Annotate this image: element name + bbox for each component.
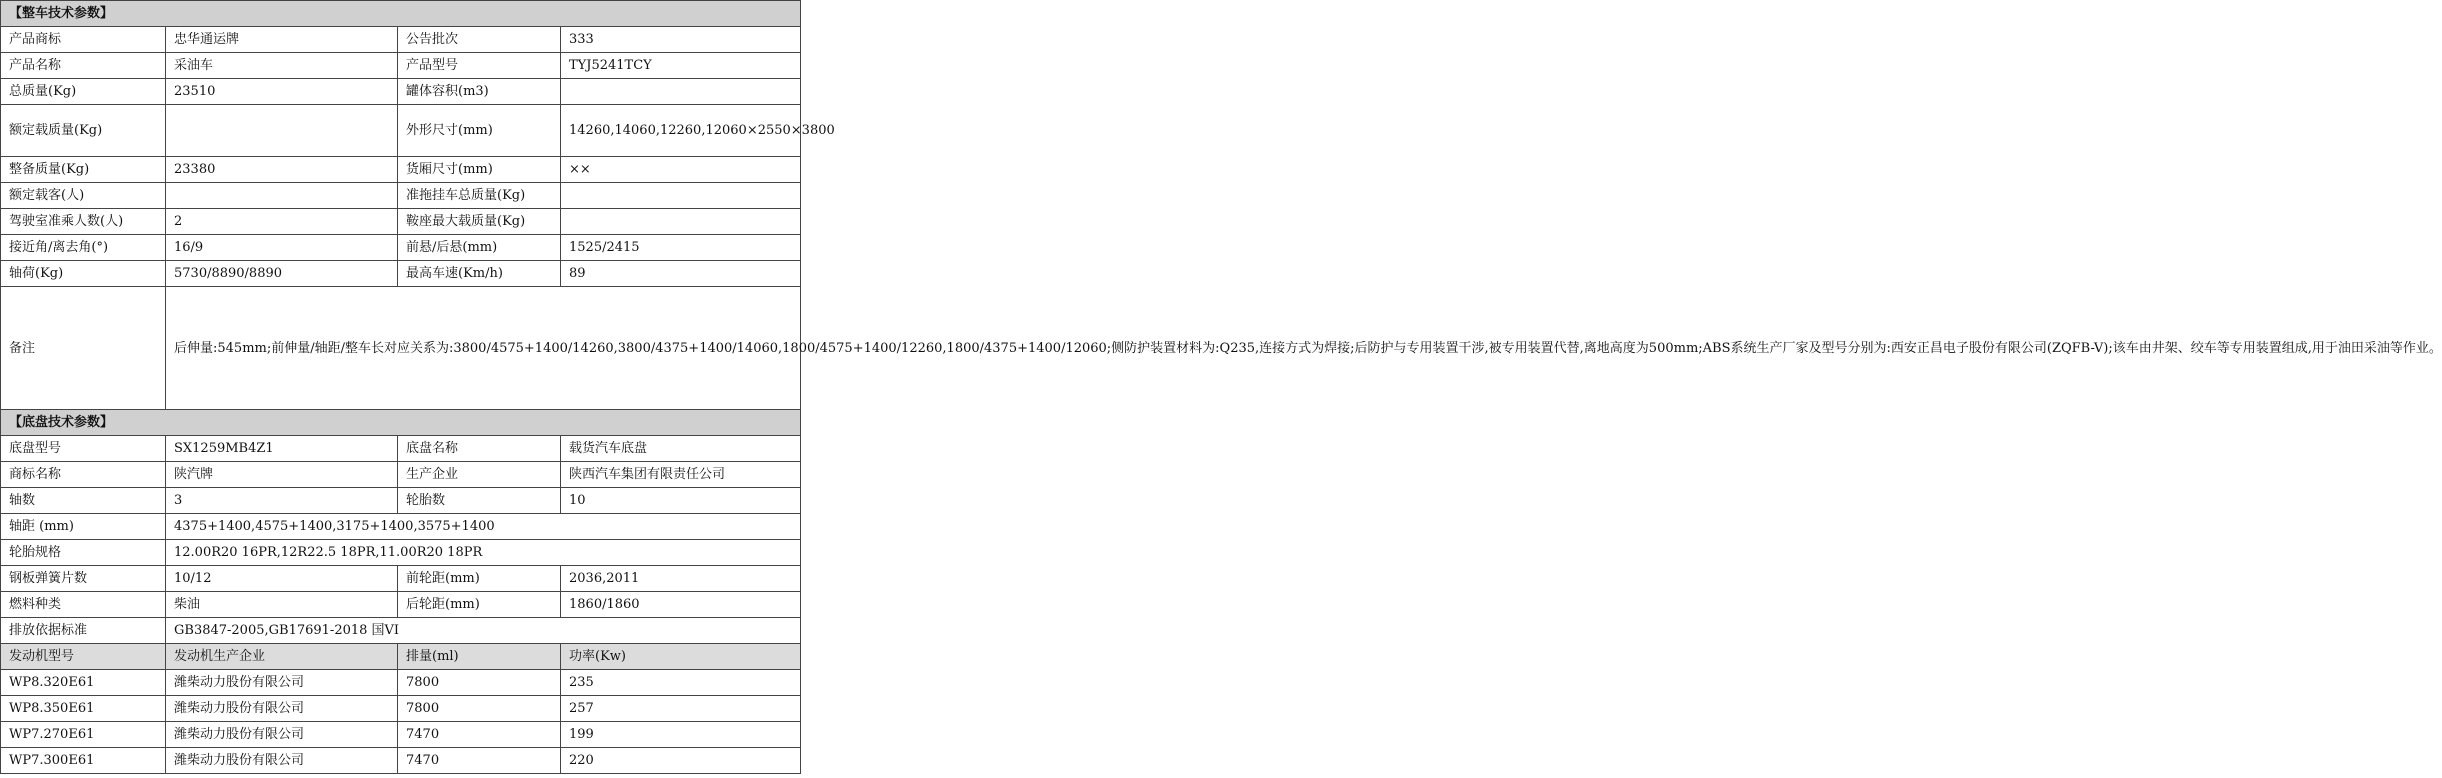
remark-row [1,287,801,410]
name-value: 采油车 [166,53,398,79]
chassis-section-header-row [1,410,801,436]
tires-count-value: 10 [561,488,801,514]
table-row [1,105,801,157]
rated-passengers-value [166,183,398,209]
angles-label: 接近角/离去角(°) [1,235,166,261]
engine-row [1,748,801,774]
engine-displacement: 7470 [398,748,561,774]
engine-model-header: 发动机型号 [1,644,166,670]
chassis-brand-label: 商标名称 [1,462,166,488]
engine-model: WP7.300E61 [1,748,166,774]
table-row [1,488,801,514]
engine-displacement: 7800 [398,670,561,696]
table-row [1,462,801,488]
wheelbase-value: 4375+1400,4575+1400,3175+1400,3575+1400 [166,514,801,540]
table-row [1,436,801,462]
trailer-mass-value [561,183,801,209]
saddle-load-value [561,209,801,235]
tank-volume-label: 罐体容积(m3) [398,79,561,105]
vehicle-section-header-row [1,1,801,27]
engine-model: WP8.320E61 [1,670,166,696]
chassis-maker-label: 生产企业 [398,462,561,488]
tire-spec-label: 轮胎规格 [1,540,166,566]
overhang-value: 1525/2415 [561,235,801,261]
tire-spec-value: 12.00R20 16PR,12R22.5 18PR,11.00R20 18PR [166,540,801,566]
chassis-name-label: 底盘名称 [398,436,561,462]
table-row [1,261,801,287]
engine-row [1,696,801,722]
table-row [1,592,801,618]
engine-row [1,670,801,696]
engine-maker: 潍柴动力股份有限公司 [166,696,398,722]
remark-value: 后伸量:545mm;前伸量/轴距/整车长对应关系为:3800/4575+1400/14260,3800/4375+1400/14060,1800/4575+1400/12260,1800/4375+1400/12060;侧防护装置材料为:Q235,连接方式为焊接;后防护与专用装置干涉,被专用装置代替,离地高度为500mm;ABS系统生产厂家及型号分别为:西安正昌电子股份有限公司(ZQFB-V);该车由井架、绞车等专用装置组成,用于油田采油等作业。 [166,287,801,410]
engine-maker-header: 发动机生产企业 [166,644,398,670]
cab-seats-label: 驾驶室准乘人数(人) [1,209,166,235]
table-row [1,514,801,540]
engine-maker: 潍柴动力股份有限公司 [166,670,398,696]
front-track-value: 2036,2011 [561,566,801,592]
rated-load-value [166,105,398,157]
chassis-name-value: 载货汽车底盘 [561,436,801,462]
chassis-brand-value: 陕汽牌 [166,462,398,488]
chassis-maker-value: 陕西汽车集团有限责任公司 [561,462,801,488]
chassis-model-label: 底盘型号 [1,436,166,462]
chassis-section-title: 【底盘技术参数】 [1,410,801,436]
axles-value: 3 [166,488,398,514]
rear-track-value: 1860/1860 [561,592,801,618]
rear-track-label: 后轮距(mm) [398,592,561,618]
table-row [1,209,801,235]
max-speed-label: 最高车速(Km/h) [398,261,561,287]
rated-passengers-label: 额定载客(人) [1,183,166,209]
cargo-size-value: ×× [561,157,801,183]
batch-label: 公告批次 [398,27,561,53]
engine-displacement: 7800 [398,696,561,722]
curb-mass-label: 整备质量(Kg) [1,157,166,183]
saddle-load-label: 鞍座最大载质量(Kg) [398,209,561,235]
engine-power-header: 功率(Kw) [561,644,801,670]
axles-label: 轴数 [1,488,166,514]
cargo-size-label: 货厢尺寸(mm) [398,157,561,183]
name-label: 产品名称 [1,53,166,79]
fuel-value: 柴油 [166,592,398,618]
cab-seats-value: 2 [166,209,398,235]
tank-volume-value [561,79,801,105]
engine-displacement-header: 排量(ml) [398,644,561,670]
engine-model: WP8.350E61 [1,696,166,722]
engine-maker: 潍柴动力股份有限公司 [166,748,398,774]
engine-model: WP7.270E61 [1,722,166,748]
max-speed-value: 89 [561,261,801,287]
fuel-label: 燃料种类 [1,592,166,618]
table-row [1,53,801,79]
table-row [1,157,801,183]
engine-header-row [1,644,801,670]
engine-maker: 潍柴动力股份有限公司 [166,722,398,748]
engine-row [1,722,801,748]
vehicle-section-title: 【整车技术参数】 [1,1,801,27]
overhang-label: 前悬/后悬(mm) [398,235,561,261]
axle-load-label: 轴荷(Kg) [1,261,166,287]
table-row [1,618,801,644]
remark-label: 备注 [1,287,166,410]
curb-mass-value: 23380 [166,157,398,183]
emission-value: GB3847-2005,GB17691-2018 国VI [166,618,801,644]
dimensions-label: 外形尺寸(mm) [398,105,561,157]
table-row [1,79,801,105]
tires-count-label: 轮胎数 [398,488,561,514]
engine-power: 220 [561,748,801,774]
engine-power: 235 [561,670,801,696]
table-row [1,235,801,261]
angles-value: 16/9 [166,235,398,261]
chassis-model-value: SX1259MB4Z1 [166,436,398,462]
total-mass-value: 23510 [166,79,398,105]
front-track-label: 前轮距(mm) [398,566,561,592]
springs-label: 钢板弹簧片数 [1,566,166,592]
wheelbase-label: 轴距 (mm) [1,514,166,540]
dimensions-value: 14260,14060,12260,12060×2550×3800 [561,105,801,157]
brand-label: 产品商标 [1,27,166,53]
axle-load-value: 5730/8890/8890 [166,261,398,287]
springs-value: 10/12 [166,566,398,592]
total-mass-label: 总质量(Kg) [1,79,166,105]
emission-label: 排放依据标准 [1,618,166,644]
model-label: 产品型号 [398,53,561,79]
trailer-mass-label: 准拖挂车总质量(Kg) [398,183,561,209]
engine-power: 257 [561,696,801,722]
table-row [1,566,801,592]
batch-value: 333 [561,27,801,53]
model-value: TYJ5241TCY [561,53,801,79]
engine-power: 199 [561,722,801,748]
rated-load-label: 额定载质量(Kg) [1,105,166,157]
table-row [1,540,801,566]
engine-displacement: 7470 [398,722,561,748]
brand-value: 忠华通运牌 [166,27,398,53]
table-row [1,183,801,209]
table-row [1,27,801,53]
